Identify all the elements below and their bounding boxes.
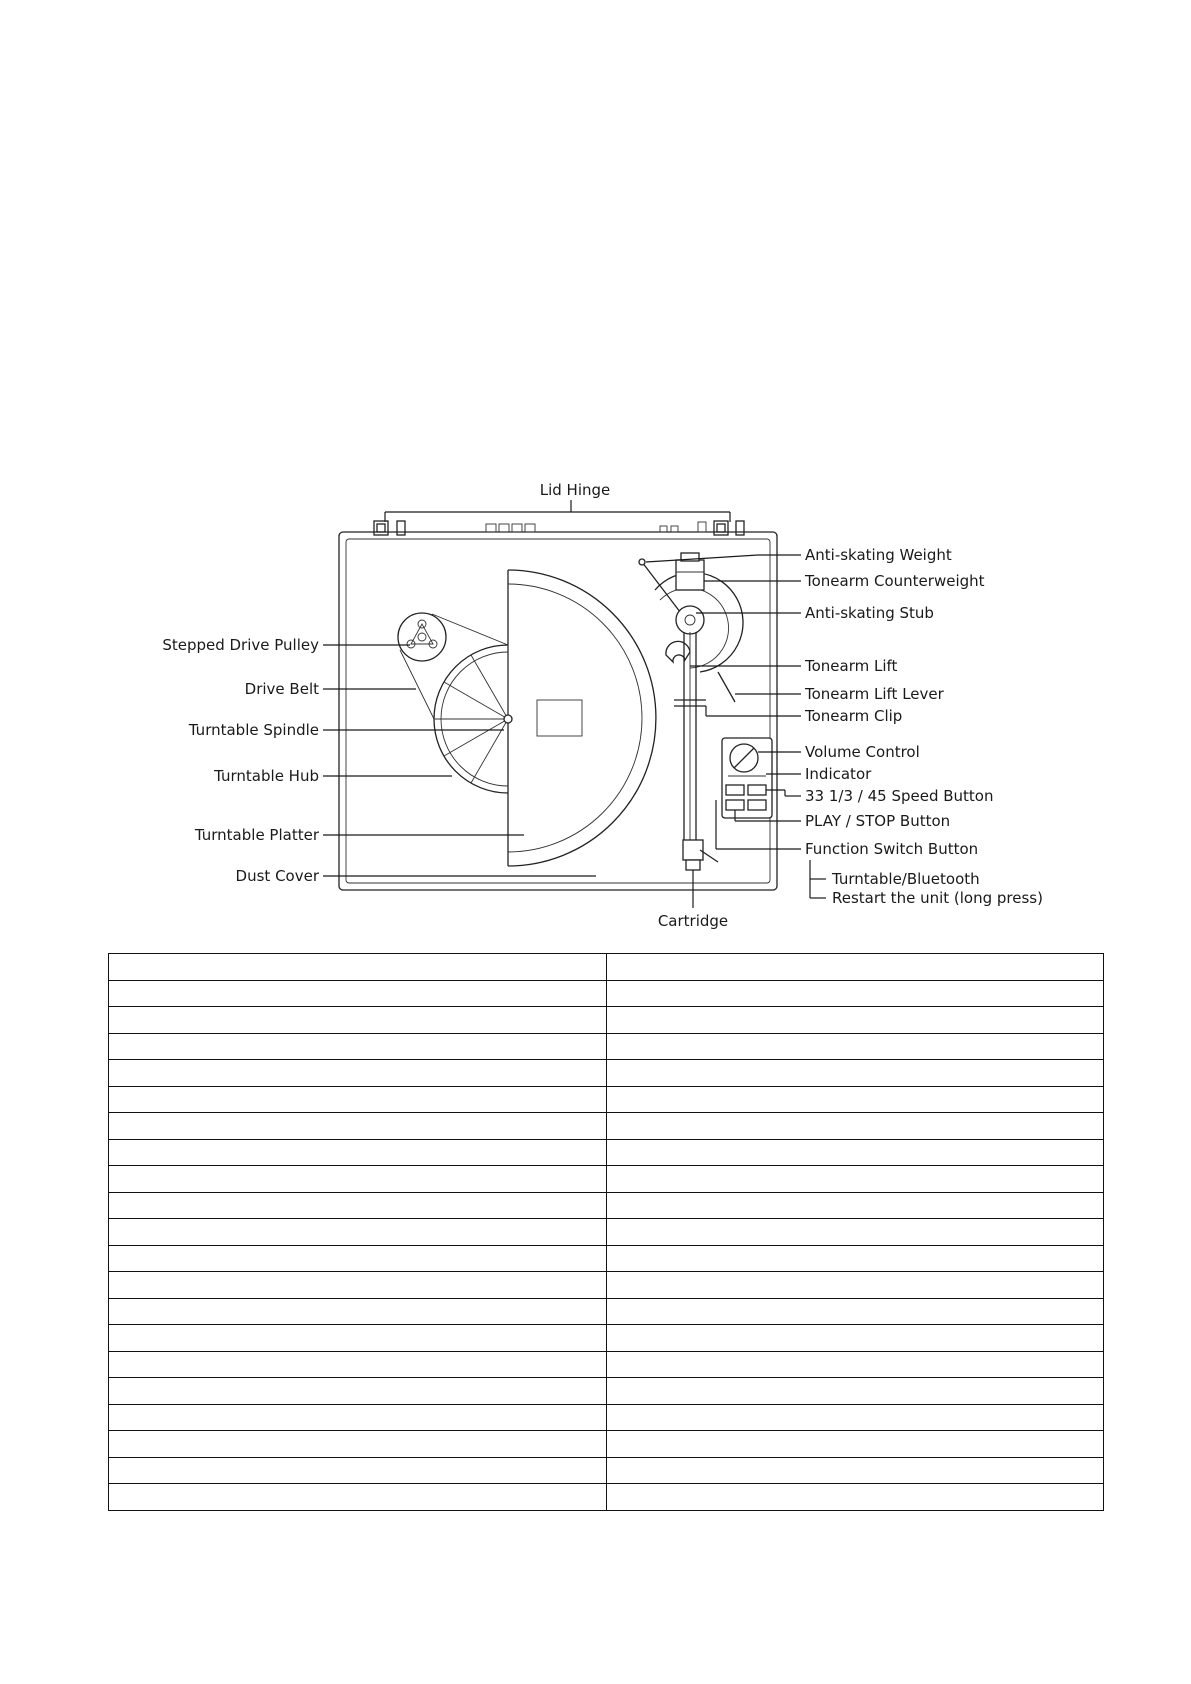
table-cell-right	[606, 1139, 1104, 1166]
table-row	[109, 1139, 1104, 1166]
table-cell-right	[606, 1431, 1104, 1458]
label-play-stop-button: PLAY / STOP Button	[805, 812, 951, 830]
table-row	[109, 1219, 1104, 1246]
label-cartridge: Cartridge	[657, 912, 729, 930]
table-row	[109, 1245, 1104, 1272]
table-row	[109, 1060, 1104, 1087]
table-cell-left	[109, 1245, 607, 1272]
table-cell-left	[109, 1431, 607, 1458]
table-row	[109, 1351, 1104, 1378]
label-turntable-spindle: Turntable Spindle	[188, 721, 319, 739]
table-row	[109, 1113, 1104, 1140]
table-cell-left	[109, 1484, 607, 1511]
table-cell-right	[606, 954, 1104, 981]
label-turntable-platter: Turntable Platter	[194, 826, 319, 844]
table-row	[109, 1325, 1104, 1352]
table-cell-left	[109, 1404, 607, 1431]
table-row	[109, 1086, 1104, 1113]
table-cell-right	[606, 980, 1104, 1007]
parts-table-body	[109, 954, 1104, 1511]
label-tonearm-lift: Tonearm Lift	[805, 657, 898, 675]
label-anti-skating-weight: Anti-skating Weight	[805, 546, 952, 564]
label-speed-button: 33 1/3 / 45 Speed Button	[805, 787, 994, 805]
table-cell-left	[109, 980, 607, 1007]
label-indicator: Indicator	[805, 765, 872, 783]
table-cell-right	[606, 1219, 1104, 1246]
table-cell-right	[606, 1298, 1104, 1325]
label-function-switch-button: Function Switch Button	[805, 840, 979, 858]
table-row	[109, 954, 1104, 981]
label-restart-unit: Restart the unit (long press)	[832, 889, 1043, 907]
label-stepped-drive-pulley: Stepped Drive Pulley	[162, 636, 319, 654]
table-cell-left	[109, 1139, 607, 1166]
table-cell-left	[109, 1007, 607, 1034]
table-cell-right	[606, 1086, 1104, 1113]
table-cell-left	[109, 1351, 607, 1378]
table-cell-right	[606, 1007, 1104, 1034]
table-cell-right	[606, 1245, 1104, 1272]
table-cell-left	[109, 1457, 607, 1484]
label-tonearm-counterweight: Tonearm Counterweight	[805, 572, 985, 590]
parts-table	[108, 953, 1104, 1511]
table-cell-right	[606, 1272, 1104, 1299]
label-turntable-hub: Turntable Hub	[214, 767, 319, 785]
table-cell-left	[109, 1113, 607, 1140]
control-panel	[722, 738, 772, 818]
table-row	[109, 1298, 1104, 1325]
table-cell-right	[606, 1457, 1104, 1484]
table-row	[109, 1378, 1104, 1405]
label-anti-skating-stub: Anti-skating Stub	[805, 604, 934, 622]
label-turntable-bluetooth: Turntable/Bluetooth	[832, 870, 980, 888]
table-cell-left	[109, 954, 607, 981]
table-cell-right	[606, 1325, 1104, 1352]
table-cell-left	[109, 1086, 607, 1113]
table-cell-right	[606, 1033, 1104, 1060]
table-cell-right	[606, 1060, 1104, 1087]
table-cell-right	[606, 1378, 1104, 1405]
table-cell-left	[109, 1060, 607, 1087]
table-cell-left	[109, 1219, 607, 1246]
table-row	[109, 1272, 1104, 1299]
table-cell-right	[606, 1192, 1104, 1219]
table-row	[109, 1166, 1104, 1193]
table-row	[109, 1457, 1104, 1484]
table-cell-left	[109, 1298, 607, 1325]
table-cell-left	[109, 1192, 607, 1219]
table-cell-right	[606, 1404, 1104, 1431]
label-drive-belt: Drive Belt	[244, 680, 319, 698]
label-lid-hinge: Lid Hinge	[539, 481, 611, 499]
label-dust-cover: Dust Cover	[235, 867, 319, 885]
label-tonearm-clip: Tonearm Clip	[805, 707, 903, 725]
table-cell-right	[606, 1484, 1104, 1511]
table-row	[109, 1431, 1104, 1458]
table-cell-left	[109, 1033, 607, 1060]
table-cell-right	[606, 1351, 1104, 1378]
table-row	[109, 1192, 1104, 1219]
table-cell-right	[606, 1113, 1104, 1140]
table-cell-right	[606, 1166, 1104, 1193]
table-cell-left	[109, 1378, 607, 1405]
table-row	[109, 1033, 1104, 1060]
table-row	[109, 1484, 1104, 1511]
table-row	[109, 1404, 1104, 1431]
label-volume-control: Volume Control	[805, 743, 920, 761]
turntable-spindle	[504, 715, 512, 723]
table-row	[109, 1007, 1104, 1034]
table-cell-left	[109, 1272, 607, 1299]
label-tonearm-lift-lever: Tonearm Lift Lever	[805, 685, 944, 703]
table-row	[109, 980, 1104, 1007]
table-cell-left	[109, 1166, 607, 1193]
table-cell-left	[109, 1325, 607, 1352]
